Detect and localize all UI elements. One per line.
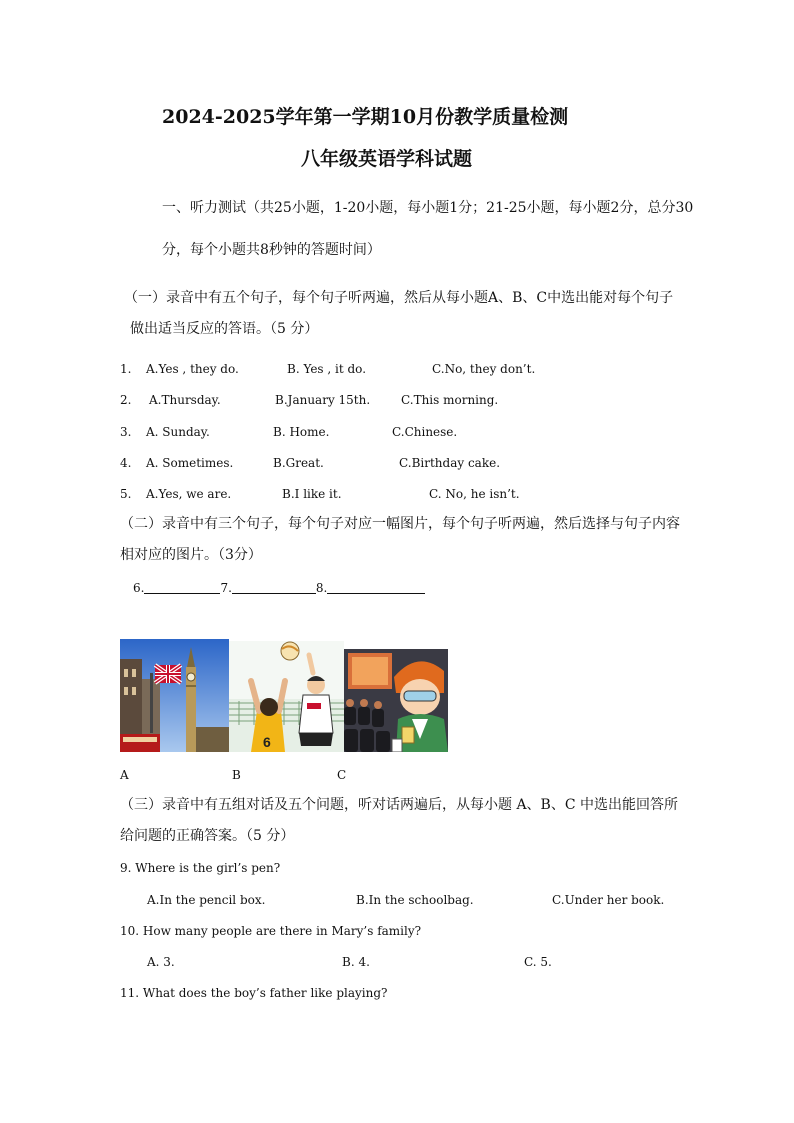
part-2-instruction: （二）录音中有三个句子，每个句子对应一幅图片，每个句子听两遍，然后选择与句子内容 — [120, 516, 680, 532]
option-a: A. Sunday. — [146, 425, 210, 439]
question-11-stem: 11. What does the boy’s father like playing? — [120, 986, 388, 1000]
question-10-option-c: C. 5. — [524, 955, 552, 969]
option-c: C.This morning. — [401, 393, 499, 407]
question-number: 2. — [120, 393, 132, 407]
blank-8[interactable] — [327, 581, 425, 594]
option-a: A. Sometimes. — [146, 456, 234, 470]
option-b: B. Home. — [273, 425, 330, 439]
blank-6[interactable] — [144, 581, 220, 594]
question-9-stem: 9. Where is the girl’s pen? — [120, 861, 281, 875]
section-1-instruction-cont: 分，每个小题共8秒钟的答题时间） — [162, 242, 381, 258]
blank-7-label: 7. — [220, 581, 232, 595]
option-b: B. Yes , it do. — [287, 362, 367, 376]
option-c: C. No, he isn’t. — [429, 487, 520, 501]
blank-8-label: 8. — [315, 581, 328, 595]
picture-b-label: B — [232, 768, 241, 782]
exam-title: 2024-2025学年第一学期10月份教学质量检测 — [162, 106, 569, 128]
option-c: C.Chinese. — [392, 425, 458, 439]
answer-blanks — [133, 581, 425, 594]
section-1-instruction: 一、听力测试（共25小题，1-20小题，每小题1分；21-25小题，每小题2分，总分30 — [162, 200, 694, 216]
question-number: 3. — [120, 425, 132, 439]
blank-6-label: 6. — [133, 581, 145, 595]
option-a: A.Yes , they do. — [146, 362, 239, 376]
question-9-option-c: C.Under her book. — [552, 893, 665, 907]
question-10-option-a: A. 3. — [147, 955, 175, 969]
option-b: B.January 15th. — [275, 393, 371, 407]
picture-a-big-ben — [120, 639, 229, 752]
picture-c-label: C — [337, 768, 347, 782]
option-a: A.Thursday. — [149, 393, 221, 407]
question-10-option-b: B. 4. — [342, 955, 370, 969]
picture-b-volleyball — [229, 641, 344, 752]
option-b: B.Great. — [273, 456, 324, 470]
part-3-instruction: （三）录音中有五组对话及五个问题，听对话两遍后，从每小题 A、B、C 中选出能回答所 — [120, 797, 679, 813]
option-c: C.No, they don’t. — [432, 362, 536, 376]
part-1-instruction-cont: 做出适当反应的答语。（5 分） — [130, 321, 319, 337]
exam-subtitle: 八年级英语学科试题 — [301, 148, 473, 170]
part-2-instruction-cont: 相对应的图片。（3分） — [120, 547, 262, 563]
question-number: 4. — [120, 456, 132, 470]
question-number: 5. — [120, 487, 132, 501]
jersey-number: 6 — [263, 734, 271, 750]
option-a: A.Yes, we are. — [146, 487, 232, 501]
option-c: C.Birthday cake. — [399, 456, 501, 470]
blank-7[interactable] — [232, 581, 316, 594]
picture-c-cinema-boy — [344, 649, 448, 752]
question-9-option-b: B.In the schoolbag. — [356, 893, 474, 907]
question-10-stem: 10. How many people are there in Mary’s family? — [120, 924, 422, 938]
question-9-option-a: A.In the pencil box. — [147, 893, 266, 907]
part-1-instruction: （一）录音中有五个句子，每个句子听两遍，然后从每小题A、B、C中选出能对每个句子 — [124, 290, 674, 306]
question-number: 1. — [120, 362, 132, 376]
picture-a-label: A — [120, 768, 129, 782]
option-b: B.I like it. — [282, 487, 342, 501]
part-3-instruction-cont: 给问题的正确答案。（5 分） — [120, 828, 295, 844]
